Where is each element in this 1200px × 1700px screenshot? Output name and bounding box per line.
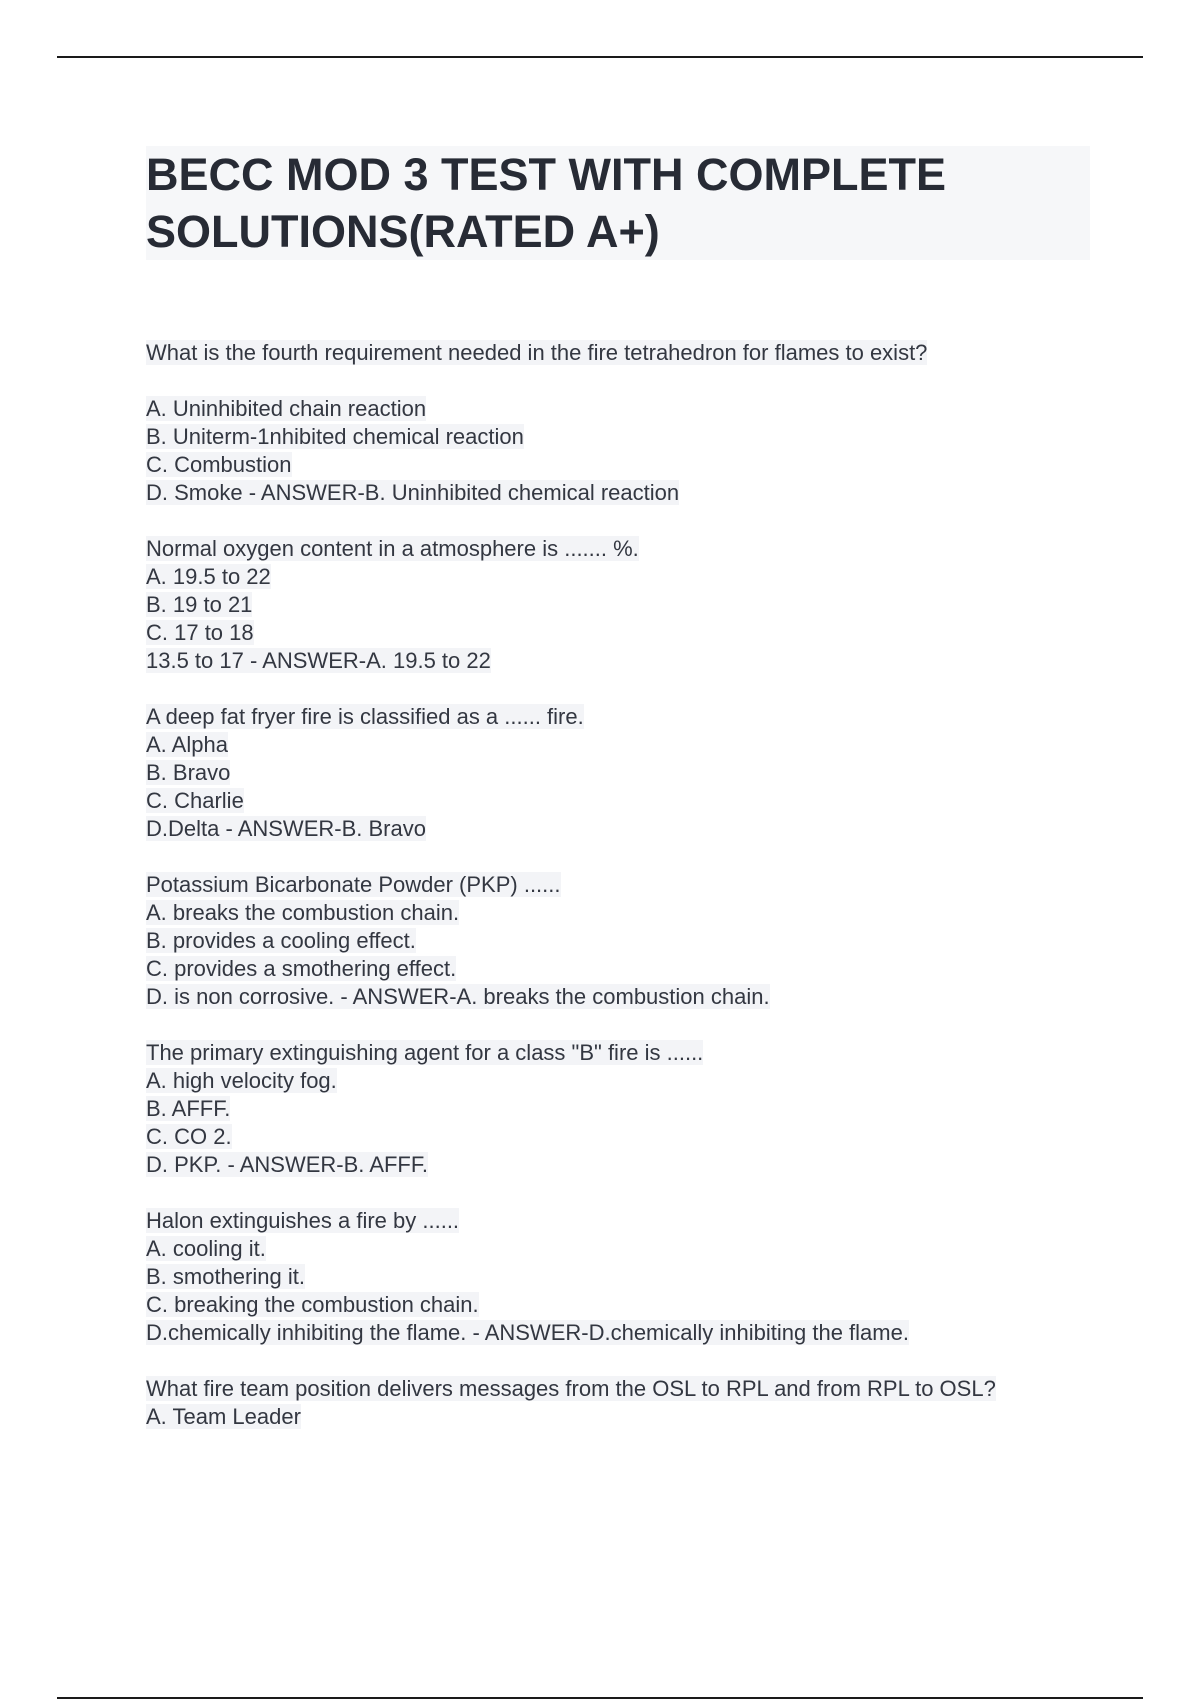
option: C. Charlie — [146, 788, 244, 813]
title-line-1: BECC MOD 3 TEST WITH COMPLETE — [146, 149, 947, 200]
option: B. smothering it. — [146, 1264, 305, 1289]
option: A. Uninhibited chain reaction — [146, 396, 427, 421]
option: C. provides a smothering effect. — [146, 956, 457, 981]
option: B. 19 to 21 — [146, 592, 253, 617]
question-text: A deep fat fryer fire is classified as a ...... fire. — [146, 704, 584, 729]
option: C. Combustion — [146, 452, 292, 477]
option-with-answer: D. PKP. - ANSWER-B. AFFF. — [146, 1152, 428, 1177]
question-block — [146, 535, 1106, 675]
top-rule — [57, 56, 1143, 58]
question-text: Normal oxygen content in a atmosphere is ....... %. — [146, 536, 639, 561]
option: B. provides a cooling effect. — [146, 928, 416, 953]
option-with-answer: D.chemically inhibiting the flame. - ANSWER-D.chemically inhibiting the flame. — [146, 1320, 909, 1345]
option: B. Uniterm-1nhibited chemical reaction — [146, 424, 524, 449]
questions-list — [146, 339, 1106, 1459]
option: C. CO 2. — [146, 1124, 232, 1149]
option: C. breaking the combustion chain. — [146, 1292, 479, 1317]
option: A. Team Leader — [146, 1404, 301, 1429]
title-line-2: SOLUTIONS(RATED A+) — [146, 206, 660, 257]
option: C. 17 to 18 — [146, 620, 254, 645]
question-text: What is the fourth requirement needed in the fire tetrahedron for flames to exist? — [146, 340, 928, 365]
question-text: Potassium Bicarbonate Powder (PKP) ...... — [146, 872, 561, 897]
question-text: Halon extinguishes a fire by ...... — [146, 1208, 460, 1233]
question-block — [146, 703, 1106, 843]
question-block — [146, 339, 1106, 507]
question-block — [146, 871, 1106, 1011]
question-text: The primary extinguishing agent for a class "B" fire is ...... — [146, 1040, 704, 1065]
option: B. Bravo — [146, 760, 231, 785]
option: A. cooling it. — [146, 1236, 266, 1261]
option: A. high velocity fog. — [146, 1068, 337, 1093]
option-with-answer: 13.5 to 17 - ANSWER-A. 19.5 to 22 — [146, 648, 491, 673]
option: A. Alpha — [146, 732, 228, 757]
question-block — [146, 1039, 1106, 1179]
question-block — [146, 1207, 1106, 1347]
document-title — [146, 146, 1090, 260]
option: A. breaks the combustion chain. — [146, 900, 460, 925]
option: A. 19.5 to 22 — [146, 564, 271, 589]
option-with-answer: D. is non corrosive. - ANSWER-A. breaks the combustion chain. — [146, 984, 770, 1009]
bottom-rule — [57, 1697, 1143, 1699]
question-text: What fire team position delivers messages from the OSL to RPL and from RPL to OSL? — [146, 1376, 996, 1401]
question-block — [146, 1375, 1106, 1431]
option: B. AFFF. — [146, 1096, 231, 1121]
option-with-answer: D.Delta - ANSWER-B. Bravo — [146, 816, 426, 841]
option-with-answer: D. Smoke - ANSWER-B. Uninhibited chemical reaction — [146, 480, 680, 505]
